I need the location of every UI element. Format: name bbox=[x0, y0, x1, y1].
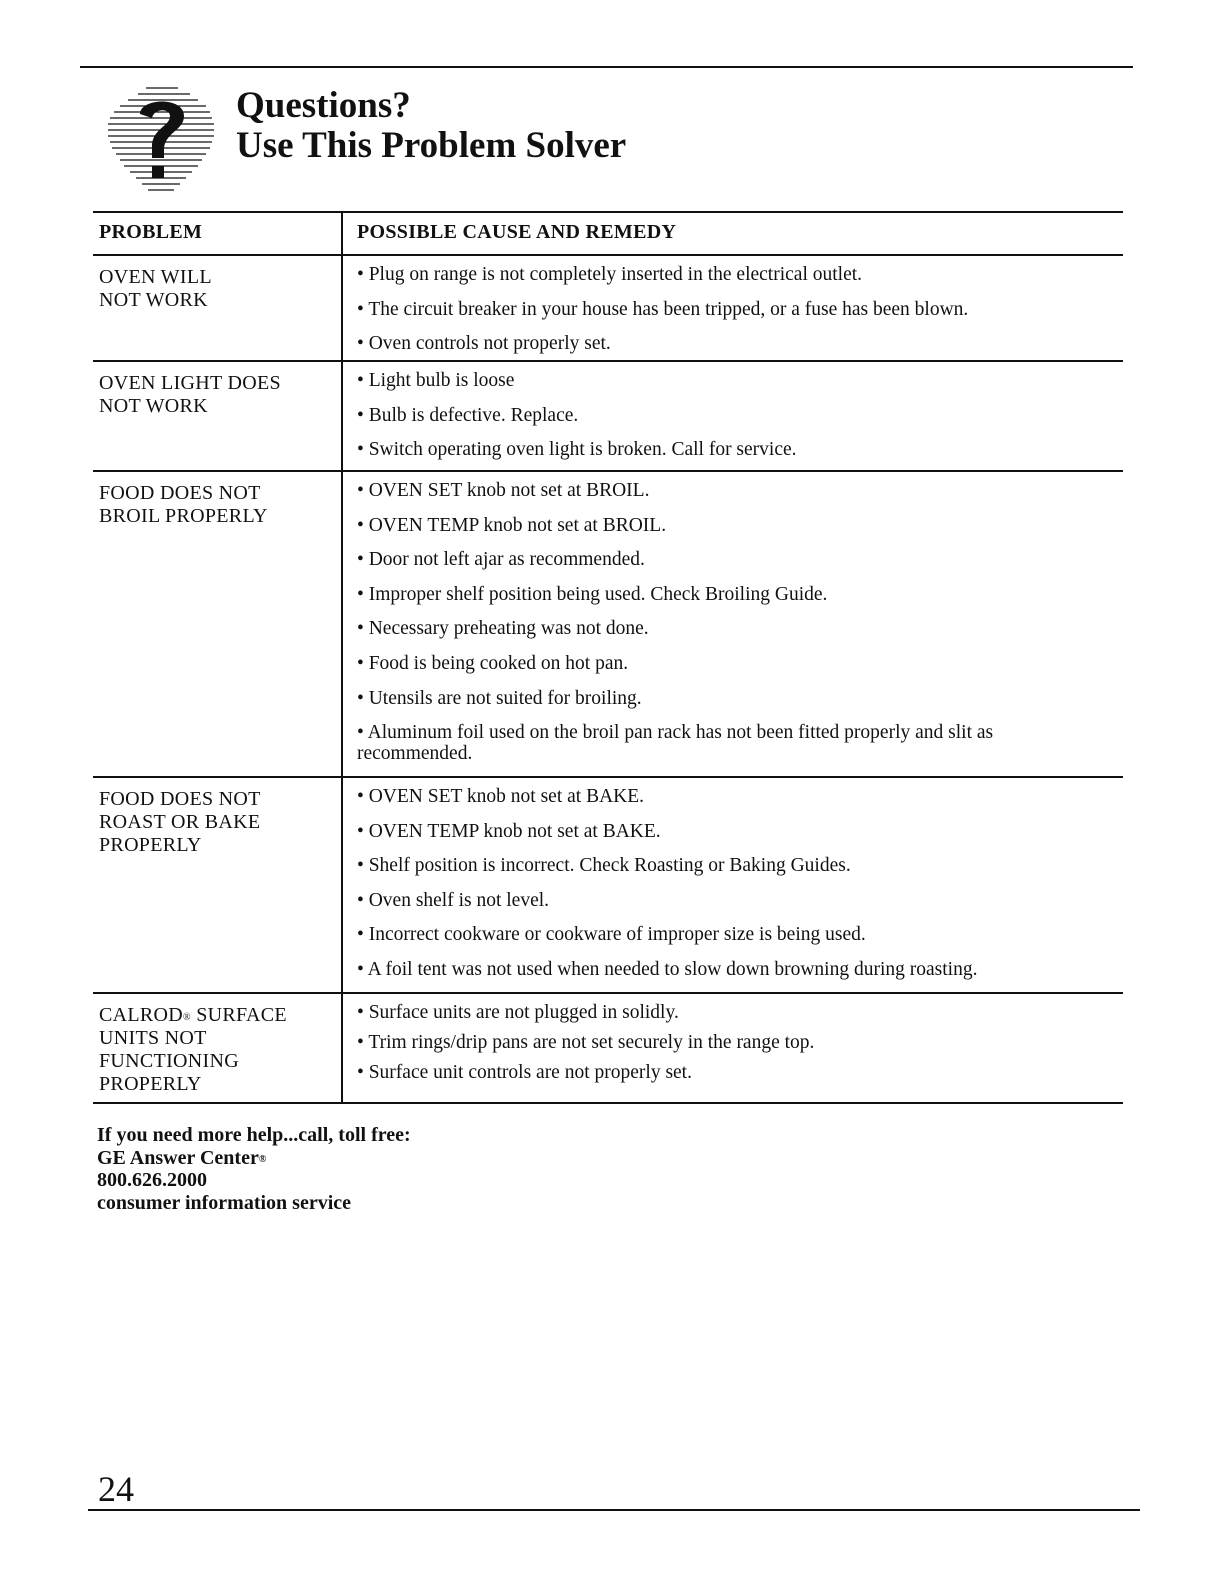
help-line: If you need more help...call, toll free: bbox=[97, 1124, 411, 1146]
help-line: GE Answer Center® bbox=[97, 1146, 267, 1169]
remedy-item: • Surface unit controls are not properly set. bbox=[357, 1062, 692, 1083]
table-row bbox=[93, 472, 1123, 778]
problem-cell: FOOD DOES NOT BROIL PROPERLY bbox=[99, 482, 268, 527]
remedy-item: • Improper shelf position being used. Check Broiling Guide. bbox=[357, 583, 828, 605]
remedy-item: • Aluminum foil used on the broil pan rack has not been fitted properly and slit as recommended. bbox=[357, 722, 994, 765]
table-header-row bbox=[93, 213, 1123, 256]
registered-mark: ® bbox=[258, 1153, 267, 1165]
remedy-item: • A foil tent was not used when needed to slow down browning during roasting. bbox=[357, 958, 978, 980]
page-number: 24 bbox=[98, 1469, 134, 1509]
remedy-item: • Trim rings/drip pans are not set securely in the range top. bbox=[357, 1032, 815, 1053]
remedy-item: • Plug on range is not completely inserted in the electrical outlet. bbox=[357, 264, 863, 285]
page-title bbox=[236, 86, 626, 166]
help-contact bbox=[97, 1124, 411, 1214]
table-row bbox=[93, 778, 1123, 994]
remedy-item: • Oven shelf is not level. bbox=[357, 889, 550, 911]
remedy-item: • Incorrect cookware or cookware of improper size is being used. bbox=[357, 924, 866, 946]
remedy-item: • The circuit breaker in your house has been tripped, or a fuse has been blown. bbox=[357, 298, 969, 320]
problem-solver-table bbox=[93, 211, 1123, 1104]
remedy-item: • OVEN TEMP knob not set at BAKE. bbox=[357, 820, 661, 842]
column-header-problem: PROBLEM bbox=[99, 221, 203, 243]
remedy-item: • Switch operating oven light is broken. Call for service. bbox=[357, 439, 797, 461]
remedy-cell bbox=[341, 472, 1123, 776]
remedy-item: • Door not left ajar as recommended. bbox=[357, 549, 645, 571]
help-line: consumer information service bbox=[97, 1191, 352, 1214]
remedy-item: • Oven controls not properly set. bbox=[357, 333, 611, 355]
bottom-rule bbox=[88, 1509, 1140, 1511]
remedy-item: • Utensils are not suited for broiling. bbox=[357, 687, 642, 709]
title-line-1: Questions? bbox=[236, 85, 411, 126]
remedy-item: • OVEN SET knob not set at BAKE. bbox=[357, 786, 645, 807]
phone-number: 800.626.2000 bbox=[97, 1169, 207, 1191]
remedy-item: • Shelf position is incorrect. Check Roasting or Baking Guides. bbox=[357, 855, 851, 877]
remedy-item: • Light bulb is loose bbox=[357, 370, 515, 391]
problem-cell: OVEN LIGHT DOES NOT WORK bbox=[99, 372, 281, 417]
top-rule bbox=[80, 66, 1133, 68]
column-header-remedy: POSSIBLE CAUSE AND REMEDY bbox=[341, 213, 1123, 254]
question-mark-icon bbox=[102, 82, 222, 194]
remedy-item: • Necessary preheating was not done. bbox=[357, 618, 649, 640]
remedy-cell bbox=[341, 362, 1123, 470]
registered-mark: ® bbox=[183, 1012, 191, 1023]
remedy-item: • Food is being cooked on hot pan. bbox=[357, 652, 629, 674]
problem-cell: CALROD® SURFACE UNITS NOT FUNCTIONING PROPERLY bbox=[99, 1004, 287, 1095]
problem-cell: OVEN WILL NOT WORK bbox=[99, 266, 212, 311]
table-row bbox=[93, 994, 1123, 1104]
remedy-item: • Surface units are not plugged in solidly. bbox=[357, 1002, 679, 1023]
remedy-cell bbox=[341, 994, 1123, 1102]
problem-cell: FOOD DOES NOT ROAST OR BAKE PROPERLY bbox=[99, 788, 261, 856]
remedy-cell bbox=[341, 256, 1123, 360]
table-row bbox=[93, 362, 1123, 472]
title-line-2: Use This Problem Solver bbox=[236, 125, 627, 166]
remedy-item: • OVEN SET knob not set at BROIL. bbox=[357, 480, 650, 501]
table-row bbox=[93, 256, 1123, 362]
remedy-cell bbox=[341, 778, 1123, 992]
remedy-item: • Bulb is defective. Replace. bbox=[357, 404, 579, 426]
remedy-item: • OVEN TEMP knob not set at BROIL. bbox=[357, 514, 667, 536]
